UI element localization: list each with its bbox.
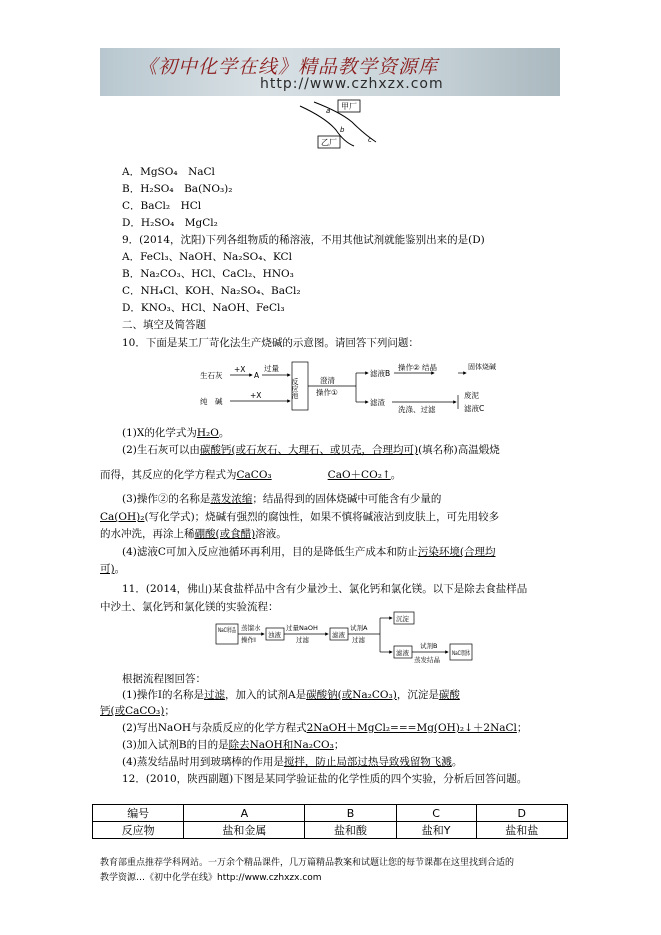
flow2-turbid: 浊液 [268,631,281,639]
flow-clarify-label: 澄清 [320,376,335,385]
factory-yi-label: 乙厂 [321,138,337,147]
footer-line-2 [100,871,580,886]
q10-l2-pre: (2)生石灰可以由 [122,444,200,456]
q10-flow-diagram [198,358,518,416]
flow2-sample: NaCl样品 [218,626,247,634]
flow-residue: 滤渣 [370,398,385,407]
q10-l3-post: 。 [390,469,402,481]
flow2-filtrate: 滤液 [332,631,345,639]
q10-answer-3b: CaO＋CO₂↑ [327,469,391,481]
flow-waste-mud: 废泥 [464,391,479,400]
q10-l8-post: 。 [114,563,126,575]
q10-answer-3a: CaCO₃ [236,469,272,481]
section-heading: 二、填空及简答题 [122,319,206,331]
flow2-filter2: 过滤 [352,636,365,644]
q10-line-8 [100,562,125,576]
table-cell: 盐和Y [396,822,476,839]
q11-line-3 [122,738,344,752]
table-header-cell: D [476,805,567,822]
table-cell: 盐和酸 [305,822,396,839]
q11-line-2 [122,721,527,735]
point-c-label: c [368,136,372,144]
q10-stem: 10．下面是某工厂苛化法生产烧碱的示意图。请回答下列问题： [122,337,419,349]
q11-stem-1: 11．(2014，佛山)某食盐样品中含有少量沙土、氯化钙和氯化镁。以下是除去食盐样品 [122,583,528,595]
reaction-table [92,804,568,839]
q10-l2-post: (填名称)高温煅烧 [418,444,500,456]
table-header-cell: C [396,805,476,822]
q10-l7-pre: (4)滤液C可加入反应池循环再利用，目的是降低生产成本和防止 [122,546,418,558]
q10-line-7 [122,545,496,559]
q11-answer-1c: 碳酸 [438,689,460,701]
q10-l6-pre: 的水冲洗，再涂上稀 [100,528,195,540]
flow-plus-x-2: +X [250,391,262,400]
q11-line-1b [100,704,175,718]
table-header-cell: B [305,805,396,822]
flow-op1-label: 操作① [316,388,338,397]
flow-a-label: A [254,371,260,380]
table-cell: 盐和金属 [184,822,305,839]
q11-a1b-post: ； [164,705,175,717]
q11-line-1 [122,688,460,702]
point-a-label: a [326,107,331,115]
q11-answer-1a: 过滤 [204,689,226,701]
q11-answer-4: 搅拌，防止局部过热导致残留物飞溅 [283,756,452,768]
q11-answer-lead: 根据流程图回答： [122,673,206,685]
flow2-evaporate: 蒸发结晶 [414,656,440,664]
q10-line-3 [100,468,401,482]
flow2-reagent-a: 试剂A [350,624,368,632]
flow-reaction-pool: 反应池 [291,378,299,399]
flow-wash-filter: 洗涤、过滤 [398,405,436,414]
q11-a1-pre: (1)操作Ⅰ的名称是 [122,689,205,701]
q9-option-a: A．FeCl₃、NaOH、Na₂SO₄、KCl [122,251,292,263]
q10-l5-post: (写化学式)；烧碱有强烈的腐蚀性，如果不慎将碱液沾到皮肤上，可先用较多 [144,511,500,523]
q10-line-6 [100,527,287,541]
q10-answer-4: 蒸发浓缩 [210,493,253,505]
footer-line-1: 教育部重点推荐学科网站。一万余个精品课件，几万篇精品教案和试题让您的每节课都在这里找到合适的 [100,858,515,868]
q10-answer-8: 可) [100,563,115,575]
q11-a3-pre: (3)加入试剂B的目的是 [122,739,229,751]
q8-option-d: D．H₂SO₄ MgCl₂ [122,217,218,229]
q10-l6-post: 溶液。 [255,528,287,540]
q10-answer-2: 碳酸钙(或石灰石、大理石、或贝壳，合理均可) [199,444,419,456]
river-diagram [296,98,396,150]
flow2-filter1: 过滤 [296,636,309,644]
q12-stem: 12．(2010，陕西副题)下图是某同学验证盐的化学性质的四个实验，分析后回答问题。 [122,773,528,785]
flow-filtrate-b: 滤液B [370,369,391,378]
q10-l4-pre: (3)操作②的名称是 [122,493,211,505]
q9-option-d: D．KNO₃、HCl、NaOH、FeCl₃ [122,302,285,314]
q10-l4-post: ；结晶得到的固体烧碱中可能含有少量的 [252,493,442,505]
q9-option-b: B．Na₂CO₃、HCl、CaCl₂、HNO₃ [122,268,294,280]
flow-solid-caustic: 固体烧碱 [468,363,496,371]
q9-stem: 9．(2014，沈阳)下列各组物质的稀溶液，不用其他试剂就能鉴别出来的是(D) [122,234,485,246]
flow-lime-label: 生石灰 [200,371,223,380]
footer-line-2-text: 教学资源…《初中化学在线》 [100,873,218,883]
flow-plus-x-1: +X [234,365,246,374]
flow-filtrate-c: 滤液C [464,404,485,413]
flow2-reagent-b: 试剂B [420,642,438,650]
flow2-op1: 操作Ⅰ [241,636,256,644]
table-header-cell: A [184,805,305,822]
q10-answer-1: H₂O [196,427,219,439]
flow2-precipitate: 沉淀 [396,615,409,623]
q8-option-c: C．BaCl₂ HCl [122,200,202,212]
q11-answer-1b: 碳酸钠(或Na₂CO₃) [306,689,397,701]
table-cell: 盐和盐 [476,822,567,839]
q11-a4-pre: (4)蒸发结晶时用到玻璃棒的作用是 [122,756,284,768]
flow-crystallize-label: 结晶 [422,363,437,372]
q11-flow-diagram [214,612,481,668]
banner-url[interactable]: http://www.czhxzx.com [260,76,444,92]
q11-answer-1d: 钙(或CaCO₃) [100,705,165,717]
q11-a3-post: ； [333,739,345,751]
q8-option-a: A．MgSO₄ NaCl [122,166,215,178]
table-row [93,822,568,839]
q10-line-5 [100,510,499,524]
q10-l1-post: 。 [218,427,230,439]
flow2-solid: NaCl固体 [452,649,481,657]
q11-a2-post: ； [516,722,528,734]
factory-jia-label: 甲厂 [341,102,357,111]
q11-a2-pre: (2)写出NaOH与杂质反应的化学方程式 [122,722,307,734]
q10-answer-7: 污染环境(合理均 [417,546,496,558]
table-header-row [93,805,568,822]
q11-a1-mid: ，加入的试剂A是 [225,689,307,701]
q10-answer-6: 硼酸(或食醋) [194,528,256,540]
q9-option-c: C．NH₄Cl、KOH、Na₂SO₄、BaCl₂ [122,285,301,297]
flow2-water: 蒸馏水 [241,624,261,632]
flow-excess-label: 过量 [264,364,279,373]
table-cell: 反应物 [93,822,184,839]
footer-url-link[interactable]: http://www.czhxzx.com [217,873,322,883]
header-banner [100,48,560,96]
table-header-cell: 编号 [93,805,184,822]
q10-line-2 [122,443,500,457]
flow2-naoh: 过量NaOH [286,624,318,632]
q10-answer-5: Ca(OH)₂ [100,511,145,523]
q11-line-4 [122,755,462,769]
banner-title: 《初中化学在线》精品教学资源库 [138,56,439,78]
flow-soda-label: 纯 碱 [200,397,223,406]
q11-stem-2: 中沙土、氯化钙和氯化镁的实验流程： [100,601,279,613]
flow2-filtrate2: 滤液 [396,649,409,657]
q11-a4-post: 。 [451,756,463,768]
q10-l3-pre: 而得，其反应的化学方程式为 [100,469,237,481]
q10-l1-pre: (1)X的化学式为 [122,427,197,439]
flow-op2-label: 操作② [398,363,420,372]
q11-a1-mid2: ，沉淀是 [396,689,439,701]
q11-answer-2: 2NaOH＋MgCl₂===Mg(OH)₂↓＋2NaCl [306,722,517,734]
q10-line-1 [122,426,229,440]
q11-answer-3: 除去NaOH和Na₂CO₃ [228,739,334,751]
q8-option-b: B．H₂SO₄ Ba(NO₃)₂ [122,183,233,195]
q10-line-4 [122,492,441,506]
page-footer [100,856,580,886]
point-b-label: b [340,126,345,134]
